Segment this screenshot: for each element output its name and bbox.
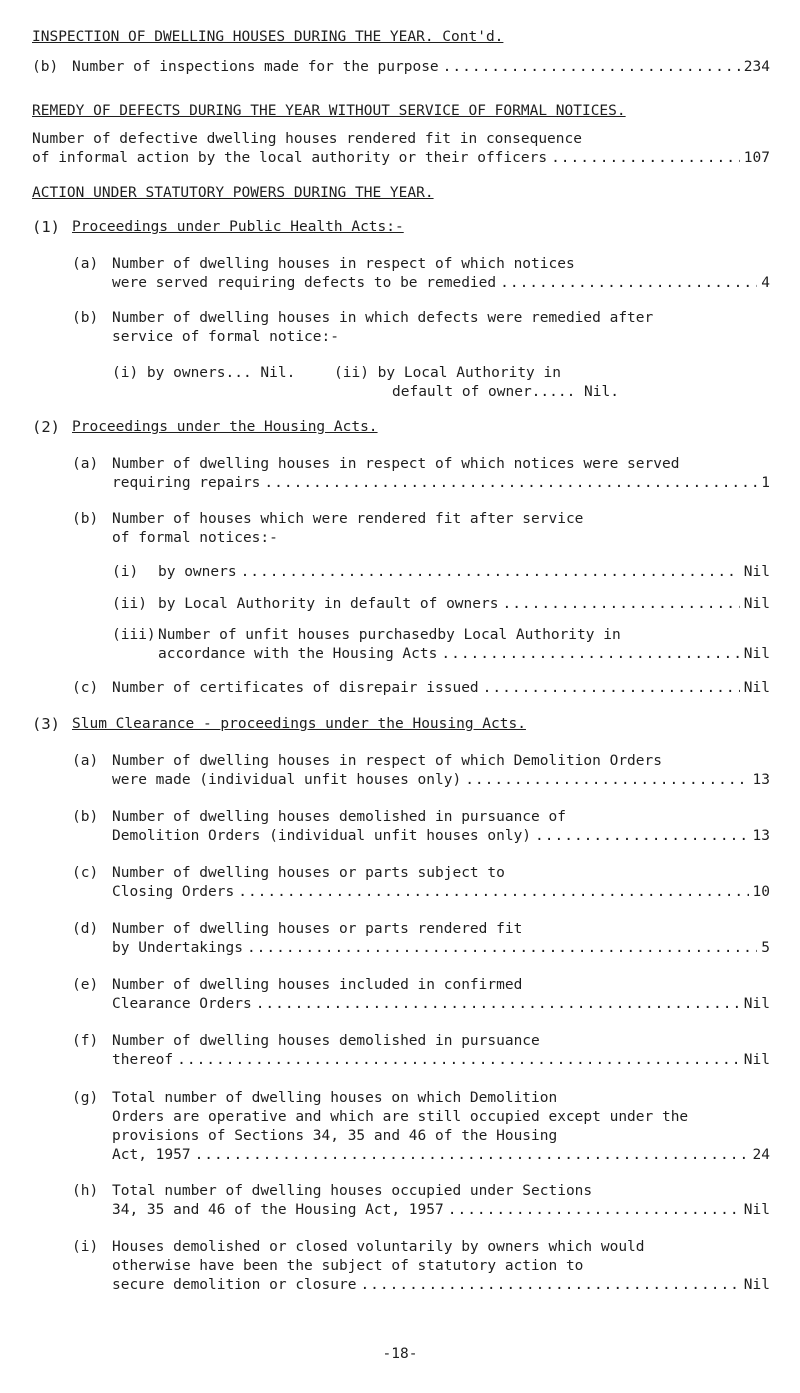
s1-a-line2: were served requiring defects to be remedied xyxy=(112,275,497,291)
s1-number: (1) xyxy=(32,218,60,236)
s3-f-row xyxy=(112,1051,770,1069)
s3-c-value: 10 xyxy=(752,884,770,900)
s3-b-value: 13 xyxy=(752,828,770,844)
s2-a-row xyxy=(112,474,770,492)
s3-d-line1: Number of dwelling houses or parts rendered fit xyxy=(112,921,523,937)
s2-c-label: (c) xyxy=(72,680,99,696)
s2-a-line1: Number of dwelling houses in respect of which notices were served xyxy=(112,456,680,472)
s1-a-row xyxy=(112,274,770,292)
s2-b-ii-label: (ii) xyxy=(112,596,147,612)
s3-g-row xyxy=(112,1146,770,1164)
s2-b-ii-row xyxy=(158,595,770,613)
s2-b-iii-line2: accordance with the Housing Acts xyxy=(158,646,438,662)
inspections-made-value: 234 xyxy=(743,59,770,75)
page-number: -18- xyxy=(382,1346,418,1362)
s3-d-label: (d) xyxy=(72,921,99,937)
s2-b-i-text: by owners xyxy=(158,564,237,580)
s2-b-iii-label: (iii) xyxy=(112,627,156,643)
s3-g-value: 24 xyxy=(752,1147,770,1163)
s3-i-line1: Houses demolished or closed voluntarily by owners which would xyxy=(112,1239,645,1255)
s3-g-line2: Orders are operative and which are still occupied except under the xyxy=(112,1109,689,1125)
s3-f-line2: thereof xyxy=(112,1052,174,1068)
page-heading: INSPECTION OF DWELLING HOUSES DURING THE YEAR. Cont'd. xyxy=(32,29,504,45)
s3-g-label: (g) xyxy=(72,1090,99,1106)
s3-heading: Slum Clearance - proceedings under the Housing Acts. xyxy=(72,716,526,732)
s2-b-iii-row xyxy=(158,645,770,663)
s3-e-line1: Number of dwelling houses included in confirmed xyxy=(112,977,523,993)
s3-c-row xyxy=(112,883,770,901)
s1-a-line1: Number of dwelling houses in respect of which notices xyxy=(112,256,575,272)
s1-b-line2: service of formal notice:- xyxy=(112,329,339,345)
s3-c-line1: Number of dwelling houses or parts subject to xyxy=(112,865,505,881)
s2-c-text: Number of certificates of disrepair issued xyxy=(112,680,479,696)
inspections-made-row xyxy=(72,58,770,76)
s3-b-row xyxy=(112,827,770,845)
s1-b-ii-line2: default of owner..... Nil. xyxy=(392,384,619,400)
s3-a-label: (a) xyxy=(72,753,99,769)
s3-d-row xyxy=(112,939,770,957)
s3-d-line2: by Undertakings xyxy=(112,940,243,956)
s3-f-value: Nil xyxy=(743,1052,770,1068)
remedy-heading: REMEDY OF DEFECTS DURING THE YEAR WITHOUT SERVICE OF FORMAL NOTICES. xyxy=(32,103,626,119)
s1-a-value: 4 xyxy=(761,275,770,291)
s3-i-row xyxy=(112,1276,770,1294)
s3-i-label: (i) xyxy=(72,1239,99,1255)
s3-a-row xyxy=(112,771,770,789)
s3-g-line1: Total number of dwelling houses on which Demolition xyxy=(112,1090,558,1106)
s3-f-label: (f) xyxy=(72,1033,99,1049)
s1-b-label: (b) xyxy=(72,310,99,326)
s3-g-line3: provisions of Sections 34, 35 and 46 of the Housing xyxy=(112,1128,558,1144)
s2-b-iii-line1: Number of unfit houses purchasedby Local Authority in xyxy=(158,627,621,643)
action-heading: ACTION UNDER STATUTORY POWERS DURING THE YEAR. xyxy=(32,185,434,201)
s3-g-line4: Act, 1957 xyxy=(112,1147,191,1163)
s3-e-label: (e) xyxy=(72,977,99,993)
s3-h-line2: 34, 35 and 46 of the Housing Act, 1957 xyxy=(112,1202,444,1218)
s3-h-row xyxy=(112,1201,770,1219)
s3-c-label: (c) xyxy=(72,865,99,881)
s2-b-i-label: (i) xyxy=(112,564,139,580)
s3-e-value: Nil xyxy=(743,996,770,1012)
s3-i-line2: otherwise have been the subject of statutory action to xyxy=(112,1258,584,1274)
s2-number: (2) xyxy=(32,418,60,436)
s1-b-ii-line1: (ii) by Local Authority in xyxy=(334,365,561,381)
inspections-made-text: Number of inspections made for the purpose xyxy=(72,59,439,75)
s3-i-line3: secure demolition or closure xyxy=(112,1277,357,1293)
remedy-line1: Number of defective dwelling houses rendered fit in consequence xyxy=(32,131,582,147)
s3-a-value: 13 xyxy=(752,772,770,788)
s2-b-ii-text: by Local Authority in default of owners xyxy=(158,596,499,612)
s2-heading: Proceedings under the Housing Acts. xyxy=(72,419,378,435)
s3-a-line1: Number of dwelling houses in respect of which Demolition Orders xyxy=(112,753,662,769)
remedy-row xyxy=(32,149,770,167)
s2-b-i-row xyxy=(158,563,770,581)
remedy-line2: of informal action by the local authority or their officers xyxy=(32,150,548,166)
s3-h-label: (h) xyxy=(72,1183,99,1199)
remedy-value: 107 xyxy=(743,150,770,166)
s3-i-value: Nil xyxy=(743,1277,770,1293)
s2-b-label: (b) xyxy=(72,511,99,527)
s2-b-i-value: Nil xyxy=(743,564,770,580)
s3-f-line1: Number of dwelling houses demolished in pursuance xyxy=(112,1033,540,1049)
s1-b-line1: Number of dwelling houses in which defects were remedied after xyxy=(112,310,654,326)
s2-b-ii-value: Nil xyxy=(743,596,770,612)
s1-heading: Proceedings under Public Health Acts:- xyxy=(72,219,404,235)
s3-h-line1: Total number of dwelling houses occupied under Sections xyxy=(112,1183,593,1199)
s2-a-label: (a) xyxy=(72,456,99,472)
s2-c-row xyxy=(112,679,770,697)
s3-b-line2: Demolition Orders (individual unfit houses only) xyxy=(112,828,532,844)
s1-b-i: (i) by owners... Nil. xyxy=(112,365,296,381)
s1-a-label: (a) xyxy=(72,256,99,272)
s2-c-value: Nil xyxy=(743,680,770,696)
s3-number: (3) xyxy=(32,715,60,733)
s3-a-line2: were made (individual unfit houses only) xyxy=(112,772,462,788)
s3-e-line2: Clearance Orders xyxy=(112,996,252,1012)
header-b-label: (b) xyxy=(32,59,59,75)
s2-b-line2: of formal notices:- xyxy=(112,530,278,546)
s2-b-line1: Number of houses which were rendered fit after service xyxy=(112,511,584,527)
s2-a-value: 1 xyxy=(761,475,770,491)
s3-h-value: Nil xyxy=(743,1202,770,1218)
s3-d-value: 5 xyxy=(761,940,770,956)
s2-b-iii-value: Nil xyxy=(743,646,770,662)
s3-e-row xyxy=(112,995,770,1013)
s3-b-label: (b) xyxy=(72,809,99,825)
s3-c-line2: Closing Orders xyxy=(112,884,235,900)
s2-a-line2: requiring repairs xyxy=(112,475,261,491)
s3-b-line1: Number of dwelling houses demolished in pursuance of xyxy=(112,809,566,825)
